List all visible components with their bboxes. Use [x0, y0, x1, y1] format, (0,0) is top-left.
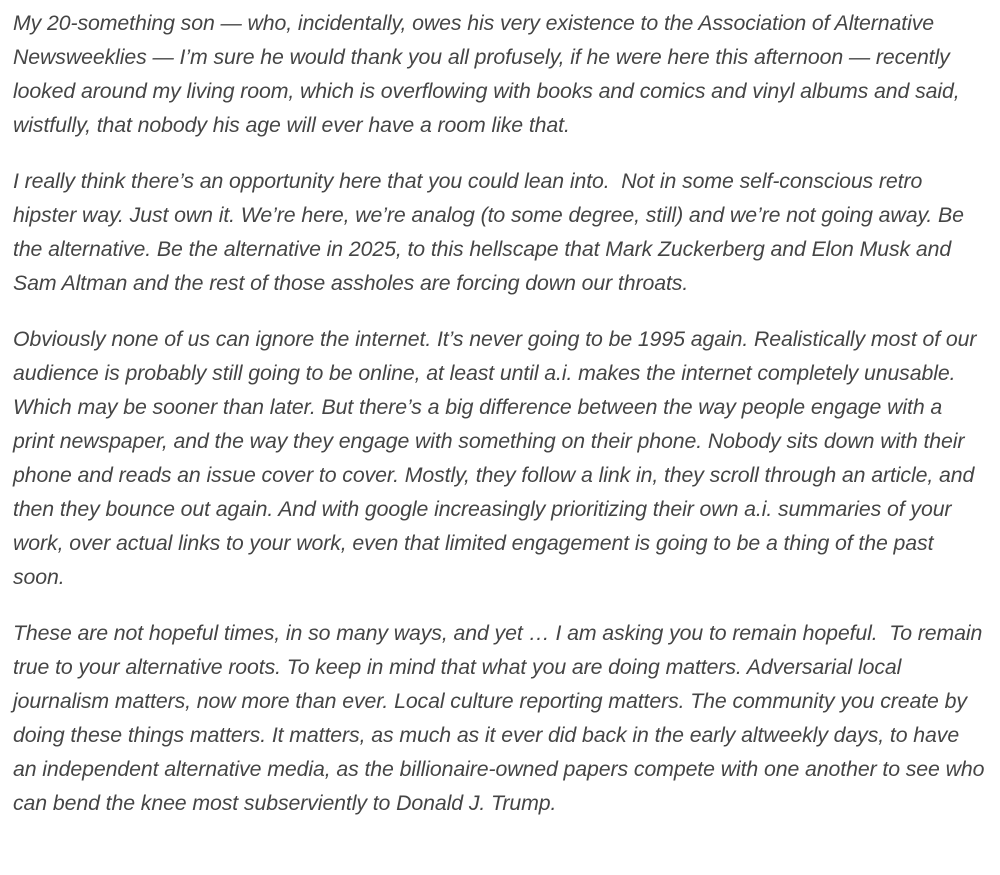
paragraph-1: My 20-something son — who, incidentally, owes his very existence to the Association of Alternative Newsweeklies — I’m sure he would thank you all profusely, if he were here this afternoon — recently looked around my living room, which is overflowing with books and comics and vinyl albums and said, wistfully, that nobody his age will ever have a room like that.	[13, 11, 966, 137]
document-body	[13, 6, 991, 820]
paragraph-3: Obviously none of us can ignore the internet. It’s never going to be 1995 again. Realistically most of our audience is probably still going to be online, at least until a.i. makes the internet completely unusable. Which may be sooner than later. But there’s a big difference between the way people engage with a print newspaper, and the way they engage with something on their phone. Nobody sits down with their phone and reads an issue cover to cover. Mostly, they follow a link in, they scroll through an article, and then they bounce out again. And with google increasingly prioritizing their own a.i. summaries of your work, over actual links to your work, even that limited engagement is going to be a thing of the past soon.	[13, 327, 983, 589]
paragraph-4: These are not hopeful times, in so many ways, and yet … I am asking you to remain hopeful. To remain true to your alternative roots. To keep in mind that what you are doing matters. Adversarial local journalism matters, now more than ever. Local culture reporting matters. The community you create by doing these things matters. It matters, as much as it ever did back in the early altweekly days, to have an independent alternative media, as the billionaire-owned papers compete with one another to see who can bend the knee most subserviently to Donald J. Trump.	[13, 621, 991, 815]
paragraph-2: I really think there’s an opportunity here that you could lean into. Not in some self-conscious retro hipster way. Just own it. We’re here, we’re analog (to some degree, still) and we’re not going away. Be the alternative. Be the alternative in 2025, to this hellscape that Mark Zuckerberg and Elon Musk and Sam Altman and the rest of those assholes are forcing down our throats.	[13, 169, 970, 295]
